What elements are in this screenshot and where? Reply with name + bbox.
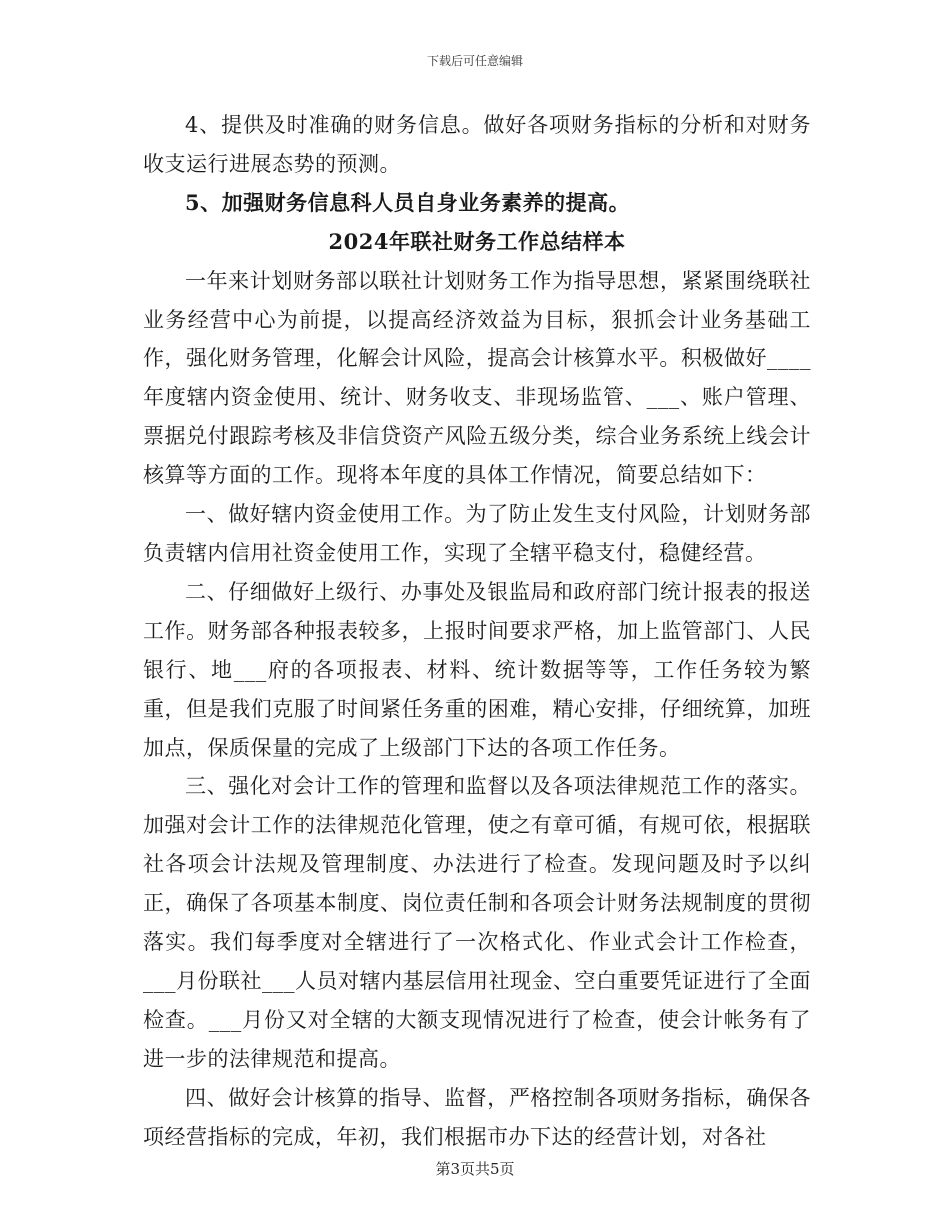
paragraph-section-2: 二、仔细做好上级行、办事处及银监局和政府部门统计报表的报送工作。财务部各种报表较多，上报时间要求严格，加上监管部门、人民银行、地___府的各项报表、材料、统计数据等等，工作任务较为繁重，但是我们克服了时间紧任务重的困难，精心安排，仔细统算，加班加点，保质保量的完成了上级部门下达的各项工作任务。: [143, 579, 811, 760]
paragraph-section-1: 一、做好辖内资金使用工作。为了防止发生支付风险，计划财务部负责辖内信用社资金使用工作，实现了全辖平稳支付，稳健经营。: [143, 502, 811, 565]
paragraph-section-3: 三、强化对会计工作的管理和监督以及各项法律规范工作的落实。加强对会计工作的法律规范化管理，使之有章可循，有规可依，根据联社各项会计法规及管理制度、办法进行了检查。发现问题及时予以纠正，确保了各项基本制度、岗位责任制和各项会计财务法规制度的贯彻落实。我们每季度对全辖进行了一次格式化、作业式会计工作检查，___月份联社___人员对辖内基层信用社现金、空白重要凭证进行了全面检查。___月份又对全辖的大额支现情况进行了检查，使会计帐务有了进一步的法律规范和提高。: [143, 774, 811, 1071]
paragraph-item-5: 5、加强财务信息科人员自身业务素养的提高。: [185, 189, 631, 215]
paragraph-intro: 一年来计划财务部以联社计划财务工作为指导思想，紧紧围绕联社业务经营中心为前提，以提高经济效益为目标，狠抓会计业务基础工作，强化财务管理，化解会计风险，提高会计核算水平。积极做好____年度辖内资金使用、统计、财务收支、非现场监管、___、账户管理、票据兑付跟踪考核及非信贷资产风险五级分类，综合业务系统上线会计核算等方面的工作。现将本年度的具体工作情况，简要总结如下：: [143, 268, 811, 488]
paragraph-item-4: 4、提供及时准确的财务信息。做好各项财务指标的分析和对财务收支运行进展态势的预测。: [143, 113, 811, 176]
page-header: 下载后可任意编辑: [426, 54, 523, 68]
document-body: [143, 106, 811, 1156]
paragraph-section-4: 四、做好会计核算的指导、监督，严格控制各项财务指标，确保各项经营指标的完成，年初，我们根据市办下达的经营计划，对各社: [143, 1085, 811, 1149]
page-footer: 第3页共5页: [435, 1160, 515, 1178]
document-title: 2024年联社财务工作总结样本: [328, 228, 626, 254]
